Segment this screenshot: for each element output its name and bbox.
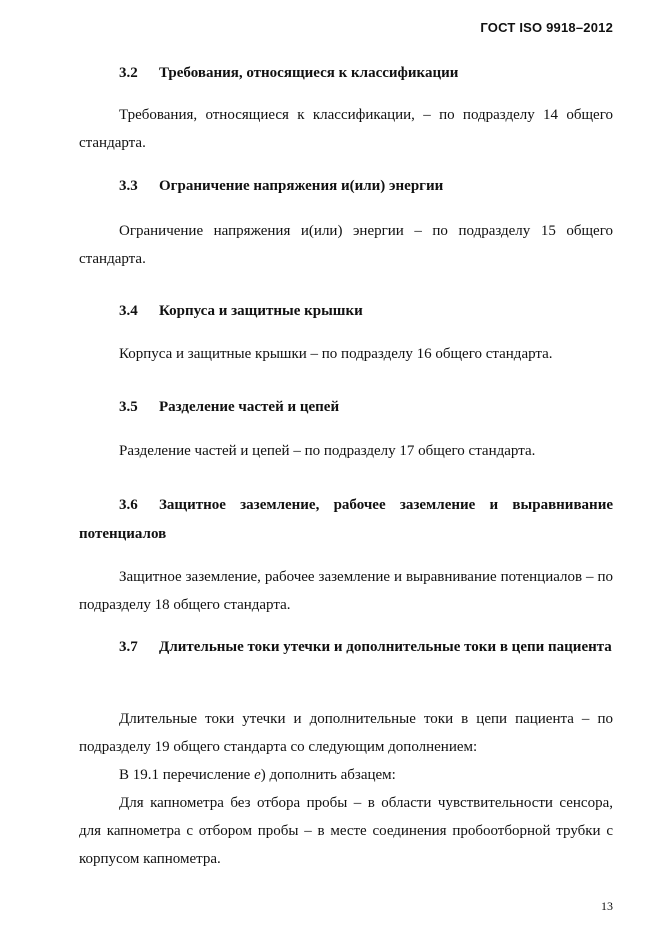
section-title: Длительные токи утечки и дополнительные токи в цепи пациента <box>159 639 612 655</box>
section-number: 3.3 <box>119 178 138 194</box>
section-heading-3-3 <box>79 172 613 200</box>
section-text-3-6: Защитное заземление, рабочее заземление и выравнивание потенциалов – по подразделу 18 общего стандарта. <box>79 569 613 613</box>
section-heading-3-5 <box>79 393 613 421</box>
section-text-3-5: Разделение частей и цепей – по подразделу 17 общего стандарта. <box>119 443 536 459</box>
amendment-suffix: ) дополнить абзацем: <box>260 767 396 783</box>
section-heading-3-7 <box>79 633 613 662</box>
section-amendment-line <box>79 761 613 789</box>
section-number: 3.6 <box>119 497 138 513</box>
section-text-3-2: Требования, относящиеся к классификации, – по подразделу 14 общего стандарта. <box>79 107 613 151</box>
section-title: Корпуса и защитные крышки <box>159 303 363 319</box>
section-text-3-3: Ограничение напряжения и(или) энергии – по подразделу 15 общего стандарта. <box>79 223 613 267</box>
document-header: ГОСТ ISO 9918–2012 <box>480 20 613 35</box>
section-heading-3-4 <box>79 297 613 325</box>
section-title: Ограничение напряжения и(или) энергии <box>159 178 444 194</box>
section-number: 3.4 <box>119 303 138 319</box>
section-title: Разделение частей и цепей <box>159 399 340 415</box>
section-title: Требования, относящиеся к классификации <box>159 65 459 81</box>
section-text-3-4: Корпуса и защитные крышки – по подразделу 16 общего стандарта. <box>119 346 553 362</box>
section-amendment-text: Для капнометра без отбора пробы – в области чувствительности сенсора, для капнометра с отбором пробы – в месте соединения пробоотборной трубки с корпусом капнометра. <box>79 795 613 867</box>
amendment-item-letter: е <box>254 767 261 783</box>
section-number: 3.5 <box>119 399 138 415</box>
section-number: 3.7 <box>119 639 138 655</box>
section-heading-3-2 <box>79 59 613 87</box>
section-number: 3.2 <box>119 65 138 81</box>
section-title: Защитное заземление, рабочее заземление и выравнивание потенциалов <box>79 497 613 542</box>
section-heading-3-6 <box>79 491 613 549</box>
page-number: 13 <box>601 899 613 913</box>
amendment-prefix: В 19.1 перечисление <box>119 767 255 783</box>
section-text-3-7: Длительные токи утечки и дополнительные токи в цепи пациента – по подразделу 19 общего стандарта со следующим дополнением: <box>79 711 613 755</box>
